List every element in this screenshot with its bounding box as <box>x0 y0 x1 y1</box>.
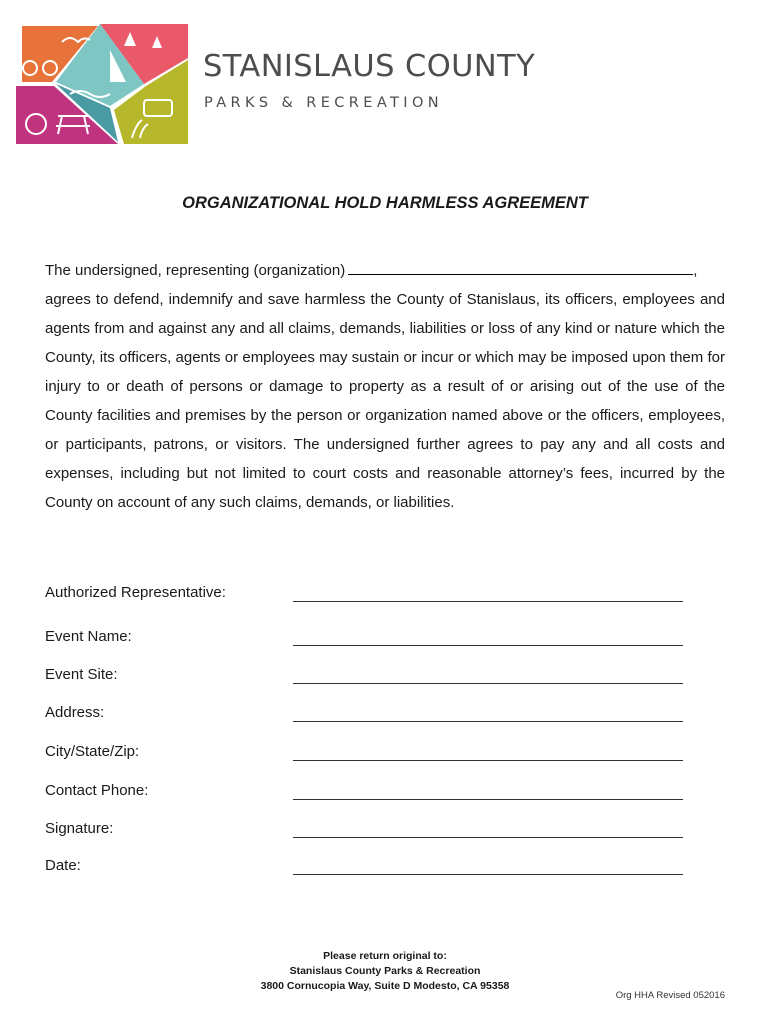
field-address <box>45 704 695 728</box>
field-label: Event Name: <box>45 628 132 645</box>
return-street-address: 3800 Cornucopia Way, Suite D Modesto, CA 95358 <box>260 980 510 992</box>
field-blank-line[interactable] <box>293 837 683 838</box>
intro-text: The undersigned, representing (organization) <box>45 262 346 279</box>
return-address-block <box>0 949 770 994</box>
agreement-paragraph: agrees to defend, indemnify and save harmless the County of Stanislaus, its officers, employees and agents from and against any and all claims, demands, liabilities or loss of any kind or nature which the County, its officers, agents or employees may sustain or incur or which may be imposed upon them for injury to or death of persons or damage to property as a result of or arising out of the use of the County facilities and premises by the person or organization named above or the officers, employees, or participants, patrons, or visitors. The undersigned further agrees to pay any and all costs and expenses, including but not limited to court costs and reasonable attorney’s fees, incurred by the County on account of any such claims, demands, or liabilities. <box>45 291 725 511</box>
field-label: Date: <box>45 857 81 874</box>
agreement-body <box>45 256 725 517</box>
field-date <box>45 857 695 881</box>
field-blank-line[interactable] <box>293 799 683 800</box>
intro-comma: , <box>693 262 698 279</box>
county-logo <box>14 20 190 144</box>
field-label: Authorized Representative: <box>45 584 226 601</box>
org-subtitle: PARKS & RECREATION <box>204 95 444 111</box>
revision-note: Org HHA Revised 052016 <box>615 990 725 1001</box>
field-event-site <box>45 666 695 690</box>
field-label: Address: <box>45 704 105 721</box>
field-label: Signature: <box>45 820 114 837</box>
field-blank-line[interactable] <box>293 760 683 761</box>
document-title: ORGANIZATIONAL HOLD HARMLESS AGREEMENT <box>182 194 588 212</box>
intro-line <box>45 256 725 285</box>
field-event-name <box>45 628 695 652</box>
org-name: STANISLAUS COUNTY <box>203 49 536 84</box>
field-label: Event Site: <box>45 666 118 683</box>
organization-blank-line[interactable] <box>348 260 693 275</box>
field-blank-line[interactable] <box>293 874 683 875</box>
field-authorized-representative <box>45 584 695 608</box>
field-contact-phone <box>45 782 695 806</box>
field-label: City/State/Zip: <box>45 743 140 760</box>
return-organization: Stanislaus County Parks & Recreation <box>289 965 481 977</box>
return-heading: Please return original to: <box>323 950 447 962</box>
field-label: Contact Phone: <box>45 782 149 799</box>
field-blank-line[interactable] <box>293 721 683 722</box>
field-signature <box>45 820 695 844</box>
field-blank-line[interactable] <box>293 645 683 646</box>
field-city-state-zip <box>45 743 695 767</box>
field-blank-line[interactable] <box>293 683 683 684</box>
field-blank-line[interactable] <box>293 601 683 602</box>
